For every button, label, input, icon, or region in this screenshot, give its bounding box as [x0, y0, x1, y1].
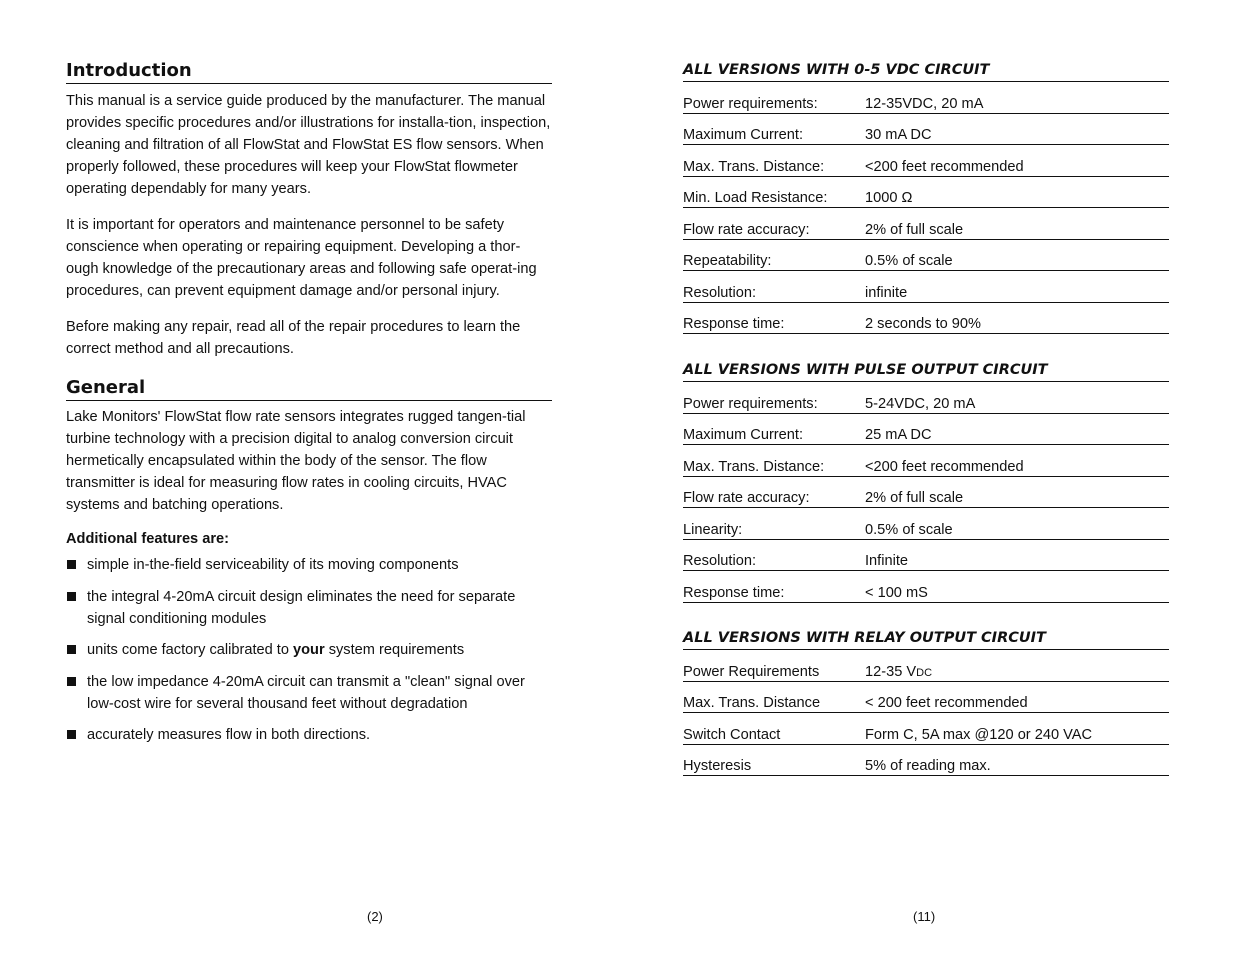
- spec-label: Power Requirements: [683, 663, 820, 680]
- spec-value: 30 mA DC: [865, 127, 932, 143]
- spec-row: [683, 540, 1169, 572]
- spec-value: Form C, 5A max @120 or 240 VAC: [865, 726, 1093, 743]
- spec-row: [683, 145, 1169, 177]
- spec-value: 0.5% of scale: [865, 521, 953, 538]
- spec-value: infinite: [865, 284, 908, 301]
- spec-value: 5% of reading max.: [865, 758, 991, 774]
- intro-paragraph-2: It is important for operators and maintenance personnel to be safety conscience when operating or repairing equipment. Developing a thor-ough knowledge of the precautionary areas and following safe operat-ing procedures, can prevent equipment damage and/or personal injury.: [66, 217, 537, 299]
- spec-value: 2% of full scale: [865, 221, 964, 238]
- square-bullet-icon: [67, 645, 76, 654]
- feature-item: the integral 4-20mA circuit design eliminates the need for separate signal conditioning modules: [66, 586, 552, 630]
- feature-item: simple in-the-field serviceability of its moving components: [66, 554, 552, 576]
- spec-label: Max. Trans. Distance:: [683, 158, 825, 175]
- spec-value: 5-24VDC, 20 mA: [865, 395, 976, 412]
- spec-value: <200 feet recommended: [865, 458, 1024, 475]
- spec-row: [683, 745, 1169, 777]
- intro-paragraph-3: Before making any repair, read all of the repair procedures to learn the correct method and all precautions.: [66, 319, 521, 357]
- spec-row: [683, 177, 1169, 209]
- feature-item: the low impedance 4-20mA circuit can transmit a "clean" signal over low-cost wire for several thousand feet without degradation: [66, 671, 552, 715]
- feature-item: units come factory calibrated to your system requirements: [66, 639, 552, 661]
- spec-value: 12-35VDC, 20 mA: [865, 95, 984, 112]
- spec-row: [683, 508, 1169, 540]
- spec-row: [683, 713, 1169, 745]
- spec-label: Hysteresis: [683, 758, 752, 774]
- page-number-left: (2): [367, 909, 383, 924]
- square-bullet-icon: [67, 677, 76, 686]
- spec-row: [683, 445, 1169, 477]
- spec-row: [683, 650, 1169, 682]
- spec-row: [683, 208, 1169, 240]
- introduction-heading: Introduction: [66, 60, 552, 84]
- spec-value: Infinite: [865, 553, 908, 569]
- spec-label: Response time:: [683, 584, 785, 601]
- general-body: [66, 406, 552, 756]
- spec-label: Max. Trans. Distance: [683, 695, 821, 711]
- spec-label: Switch Contact: [683, 726, 781, 743]
- spec-value: <200 feet recommended: [865, 158, 1024, 175]
- left-page: [66, 0, 552, 954]
- spec-block-pulse-output: [683, 360, 1169, 603]
- square-bullet-icon: [67, 560, 76, 569]
- spec-row: [683, 382, 1169, 414]
- spec-value: 12-35 VDC: [865, 663, 933, 680]
- spec-label: Power requirements:: [683, 395, 818, 412]
- square-bullet-icon: [67, 592, 76, 601]
- spec-label: Min. Load Resistance:: [683, 190, 828, 206]
- spec-value-small-caps: DC: [916, 666, 933, 679]
- square-bullet-icon: [67, 730, 76, 739]
- spec-value: < 100 mS: [865, 584, 928, 601]
- features-title: Additional features are:: [66, 531, 229, 547]
- spec-value: 25 mA DC: [865, 427, 932, 443]
- spec-row: [683, 271, 1169, 303]
- introduction-body: [66, 90, 552, 374]
- spec-block-title: ALL VERSIONS WITH RELAY OUTPUT CIRCUIT: [683, 628, 1169, 650]
- spec-value: 1000 Ω: [865, 190, 913, 206]
- spec-label: Maximum Current:: [683, 127, 804, 143]
- right-page: [683, 0, 1169, 954]
- spec-row: [683, 682, 1169, 714]
- features-list: [66, 554, 552, 746]
- spec-row: [683, 82, 1169, 114]
- intro-paragraph-1: This manual is a service guide produced by the manufacturer. The manual provides specific procedures and/or illustrations for installa-tion, inspection, cleaning and filtration of all FlowStat and FlowStat ES flow sensors. When properly followed, these procedures will keep your FlowStat flowmeter operating dependably for many years.: [66, 93, 551, 197]
- feature-item: accurately measures flow in both directions.: [66, 724, 552, 746]
- spec-row: [683, 414, 1169, 446]
- general-heading: General: [66, 377, 552, 401]
- spec-block-0-5vdc: [683, 60, 1169, 334]
- spec-label: Resolution:: [683, 284, 757, 301]
- spec-value: 2% of full scale: [865, 490, 964, 506]
- spec-row: [683, 571, 1169, 603]
- spec-label: Linearity:: [683, 521, 743, 538]
- spec-value: 2 seconds to 90%: [865, 316, 982, 332]
- spec-value: < 200 feet recommended: [865, 695, 1028, 711]
- spec-block-relay-output: [683, 628, 1169, 776]
- spec-value: 0.5% of scale: [865, 253, 953, 269]
- spec-label: Repeatability:: [683, 253, 772, 269]
- spec-label: Maximum Current:: [683, 427, 804, 443]
- spec-block-title: ALL VERSIONS WITH PULSE OUTPUT CIRCUIT: [683, 360, 1169, 382]
- spec-label: Max. Trans. Distance:: [683, 458, 825, 475]
- spec-row: [683, 303, 1169, 335]
- spec-label: Flow rate accuracy:: [683, 490, 810, 506]
- general-paragraph: Lake Monitors' FlowStat flow rate sensors integrates rugged tangen-tial turbine technology with a precision digital to analog conversion circuit hermetically encapsulated within the body of the sensor. The flow transmitter is ideal for measuring flow rates in cooling circuits, HVAC systems and batching operations.: [66, 409, 526, 513]
- spec-block-title: ALL VERSIONS WITH 0-5 VDC CIRCUIT: [683, 60, 1169, 82]
- spec-row: [683, 114, 1169, 146]
- emphasis-your: your: [293, 642, 325, 658]
- page-number-right: (11): [913, 909, 936, 924]
- spec-label: Resolution:: [683, 553, 757, 569]
- spec-row: [683, 240, 1169, 272]
- spec-label: Power requirements:: [683, 95, 818, 112]
- spec-row: [683, 477, 1169, 509]
- spec-label: Flow rate accuracy:: [683, 221, 810, 238]
- spec-label: Response time:: [683, 316, 785, 332]
